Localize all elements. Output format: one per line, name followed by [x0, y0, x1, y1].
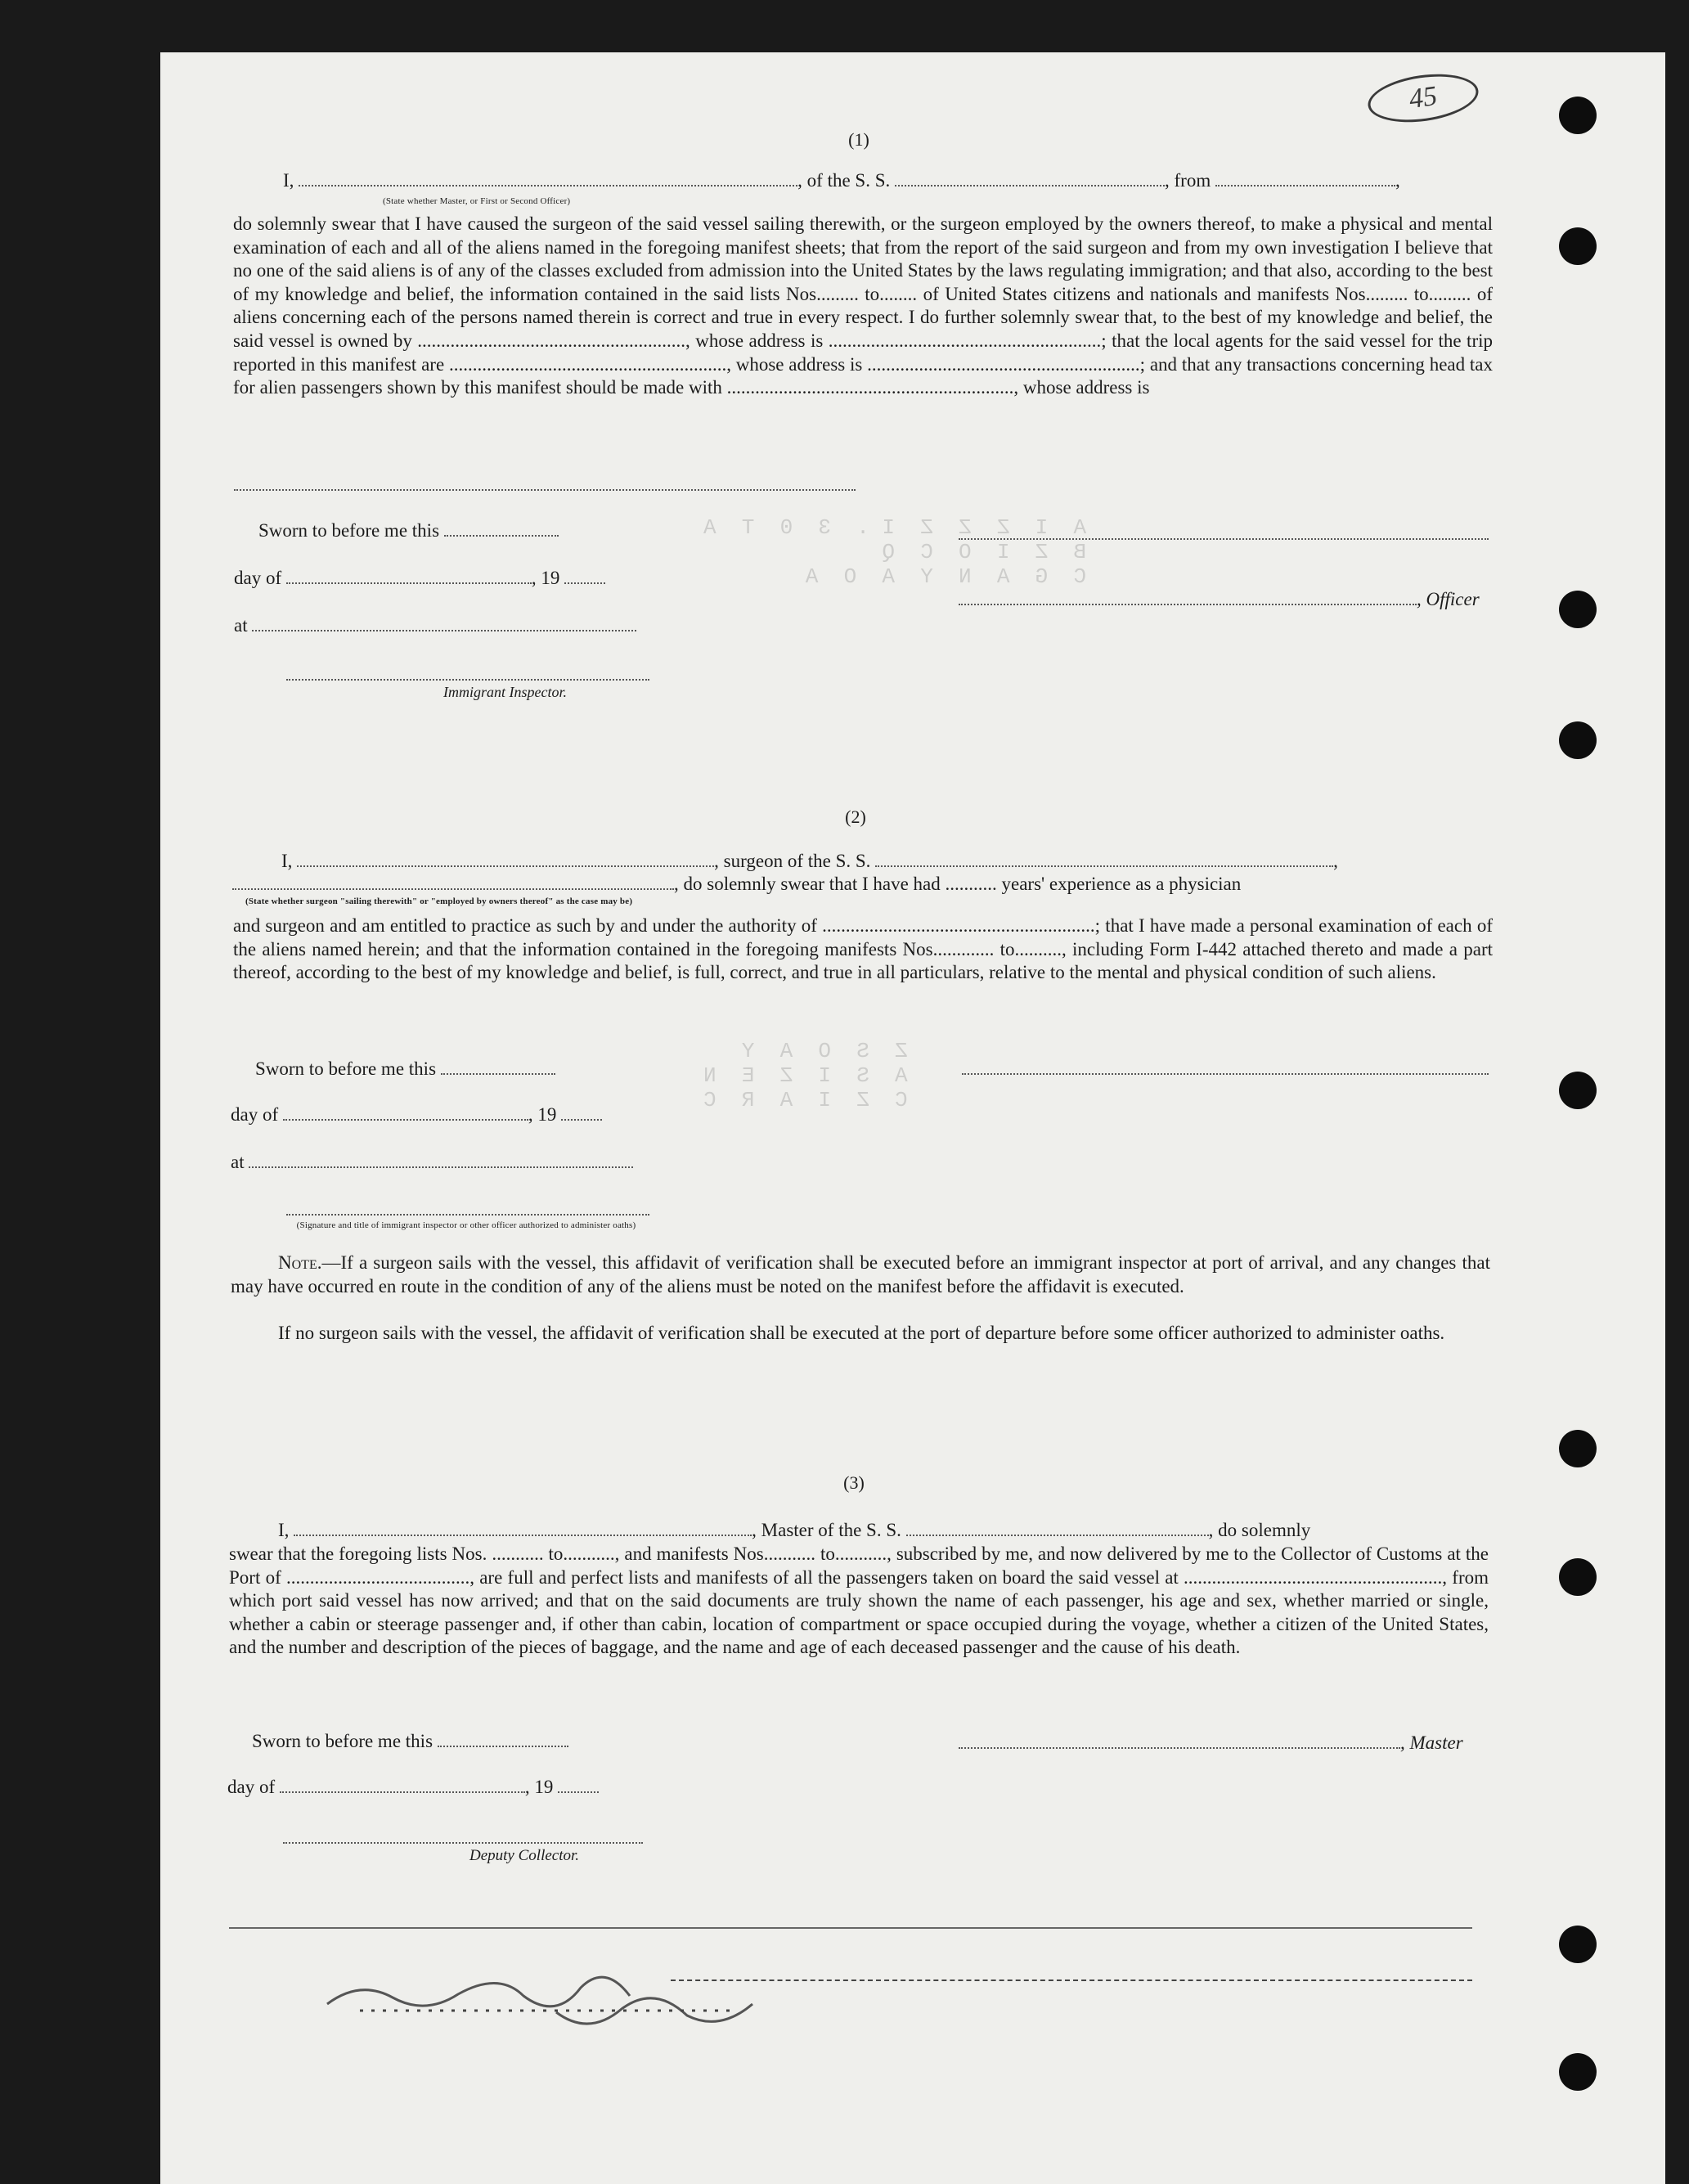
- sworn-label: Sworn to before me this: [252, 1731, 433, 1751]
- line1-from: , from: [1165, 170, 1211, 191]
- note-paragraph-1: [231, 1252, 1490, 1298]
- master-caption: (State whether Master, or First or Second Officer): [383, 196, 571, 206]
- year-field[interactable]: [564, 568, 605, 584]
- bleed-through-text: Z S O A Y A S I Z E N C Z I A R C: [703, 1039, 908, 1112]
- officer-label: , Officer: [1417, 589, 1480, 609]
- punch-hole: [1559, 591, 1597, 628]
- year-field[interactable]: [561, 1104, 602, 1121]
- section-3-sworn: [252, 1731, 568, 1752]
- inspector-signature-field[interactable]: [286, 679, 649, 681]
- surgeon-caption: (State whether surgeon "sailing therewith" or "employed by owners thereof" as the case may be): [245, 897, 633, 906]
- line1-of: , of the S. S.: [797, 170, 891, 191]
- surgeon-status-field[interactable]: [232, 874, 674, 890]
- surgeon-vessel-field[interactable]: [875, 851, 1333, 867]
- deputy-signature-field[interactable]: [283, 1842, 643, 1844]
- line1-prefix: I,: [281, 851, 293, 871]
- line1-prefix: I,: [283, 170, 294, 191]
- day-of-label: day of: [231, 1104, 279, 1125]
- signature-caption: (Signature and title of immigrant inspector or other officer authorized to administer oaths): [296, 1220, 636, 1230]
- section-3-body: swear that the foregoing lists Nos. ........... to..........., and manifests Nos........... to..........., subscribed by me, and now delivered by me to the Collector of Customs at the Port of ......................................., are full and perfect lists and manifests of all the passengers taken on board the said vessel at ......................................................., from which port said vessel has now arrived; and that on the said documents are truly shown the name of each passenger, his age and sex, whether married or single, whether a cabin or steerage passenger and, if other than cabin, location of compartment or space occupied during the voyage, whether a citizen of the United States, and the number and description of the pieces of baggage, and the name and age of each deceased passenger and the cause of his death.: [229, 1544, 1489, 1658]
- section-1-number: (1): [848, 129, 869, 150]
- master-label: , Master of the S. S.: [752, 1520, 901, 1540]
- day-of-label: day of: [234, 568, 282, 588]
- year-label: , 19: [531, 568, 560, 588]
- day-month-field[interactable]: [280, 1777, 525, 1793]
- section-2-line2: [232, 874, 1492, 895]
- day-month-field[interactable]: [286, 568, 532, 584]
- day-of-label: day of: [227, 1777, 276, 1797]
- year-field[interactable]: [558, 1777, 599, 1793]
- section-2-at: [231, 1152, 633, 1173]
- page-number-stamp: 45: [1365, 68, 1481, 128]
- inspector-signature-field[interactable]: [286, 1214, 649, 1216]
- section-2-number: (2): [845, 807, 866, 827]
- at-label: at: [234, 615, 248, 636]
- master-name-field[interactable]: [299, 170, 797, 186]
- year-label: , 19: [524, 1777, 554, 1797]
- punch-hole: [1559, 2053, 1597, 2091]
- head-tax-address-field[interactable]: [234, 489, 856, 491]
- surgeon-signature-field[interactable]: [962, 1073, 1489, 1075]
- sworn-day-field[interactable]: [441, 1058, 555, 1075]
- section-3-dayof: [227, 1777, 599, 1798]
- deputy-collector-label: Deputy Collector.: [469, 1847, 580, 1864]
- punch-hole: [1559, 1926, 1597, 1963]
- section-1-sworn: [258, 520, 559, 542]
- line1-prefix: I,: [278, 1520, 290, 1540]
- section-3-number: (3): [843, 1472, 865, 1493]
- at-label: at: [231, 1152, 245, 1172]
- at-place-field[interactable]: [252, 615, 636, 631]
- day-month-field[interactable]: [283, 1104, 528, 1121]
- bleed-through-text: A I Z Z Z I . 3 0 T A B Z I O C Q C G A N Y A O A: [703, 515, 1087, 589]
- officer-signature-field[interactable]: [959, 589, 1417, 605]
- experience-text: , do solemnly swear that I have had ........... years' experience as a physician: [674, 874, 1242, 894]
- master-label: , Master: [1400, 1732, 1463, 1753]
- sworn-label: Sworn to before me this: [258, 520, 440, 541]
- note-label: Note.: [278, 1252, 322, 1273]
- solemnly-label: , do solemnly: [1208, 1520, 1311, 1540]
- punch-hole: [1559, 227, 1597, 265]
- section-3-line1: [278, 1520, 1489, 1541]
- from-port-field[interactable]: [1215, 170, 1395, 186]
- vessel-name-field[interactable]: [895, 170, 1165, 186]
- punch-hole: [1559, 97, 1597, 134]
- year-label: , 19: [528, 1104, 557, 1125]
- punch-hole: [1559, 721, 1597, 759]
- punch-hole: [1559, 1072, 1597, 1109]
- sworn-day-field[interactable]: [444, 520, 559, 537]
- vessel-name-field[interactable]: [906, 1520, 1209, 1536]
- surgeon-label: , surgeon of the S. S.: [714, 851, 871, 871]
- sworn-label: Sworn to before me this: [255, 1058, 437, 1079]
- note-paragraph-2: [231, 1322, 1490, 1346]
- section-2-body: and surgeon and am entitled to practice as such by and under the authority of ..........................................................; that I have made a personal examination of each of the aliens named herein; and that the information contained in the foregoing manifests Nos............. to.........., including Form I-442 attached thereto and made a part thereof, according to the best of my knowledge and belief, is full, correct, and true in all particulars, relative to the mental and physical condition of such aliens.: [233, 915, 1493, 983]
- officer-line: [959, 589, 1480, 610]
- section-2-sworn: [255, 1058, 555, 1080]
- handwritten-signature: [311, 1947, 769, 2045]
- master-name-field[interactable]: [294, 1520, 752, 1536]
- punch-hole: [1559, 1430, 1597, 1467]
- section-1-body: do solemnly swear that I have caused the surgeon of the said vessel sailing therewith, or the surgeon employed by the owners thereof, to make a physical and mental examination of each and all of the aliens named in the foregoing manifest sheets; that from the report of the said surgeon and from my own investigation I believe that no one of the said aliens is of any of the classes excluded from admission into the United States by the laws regulating immigration; and that also, according to the best of my knowledge and belief, the information contained in the said lists Nos......... to........ of United States citizens and nationals and manifests Nos......... to......... of aliens concerning each of the persons named therein is correct and true in every respect. I do further solemnly swear that, to the best of my knowledge and belief, the said vessel is owned by ........................................................., whose address is ..........................................................; that the local agents for the said vessel for the trip reported in this manifest are ..........................................................., whose address is ..........................................................; and that any transactions concerning head tax for alien passengers shown by this manifest should be made with ............................................................., whose address is: [233, 213, 1493, 398]
- at-place-field[interactable]: [249, 1152, 633, 1168]
- surgeon-name-field[interactable]: [297, 851, 714, 867]
- section-1-at: [234, 615, 636, 636]
- note-text-2: If no surgeon sails with the vessel, the affidavit of verification shall be executed at the port of departure before some officer authorized to administer oaths.: [278, 1323, 1445, 1343]
- master-signature-field[interactable]: [959, 1732, 1400, 1749]
- immigrant-inspector-label: Immigrant Inspector.: [443, 684, 567, 700]
- officer-field-top[interactable]: [959, 538, 1489, 540]
- bottom-rule: [229, 1927, 1472, 1929]
- section-2-line1: I, , surgeon of the S. S. ,: [281, 851, 1338, 871]
- punch-hole: [1559, 1558, 1597, 1596]
- section-1-line1: I, , of the S. S. , from ,: [283, 170, 1400, 191]
- purser-signature-line: [671, 1980, 1472, 1981]
- note-text-1: —If a surgeon sails with the vessel, this affidavit of verification shall be executed before an immigrant inspector at port of arrival, and any changes that may have occurred en route in the condition of any of the aliens must be noted on the manifest before the affidavit is executed.: [231, 1252, 1490, 1296]
- section-1-dayof: [234, 568, 605, 589]
- master-signature-line: [959, 1732, 1463, 1754]
- section-2-dayof: [231, 1104, 602, 1126]
- sworn-day-field[interactable]: [438, 1731, 568, 1747]
